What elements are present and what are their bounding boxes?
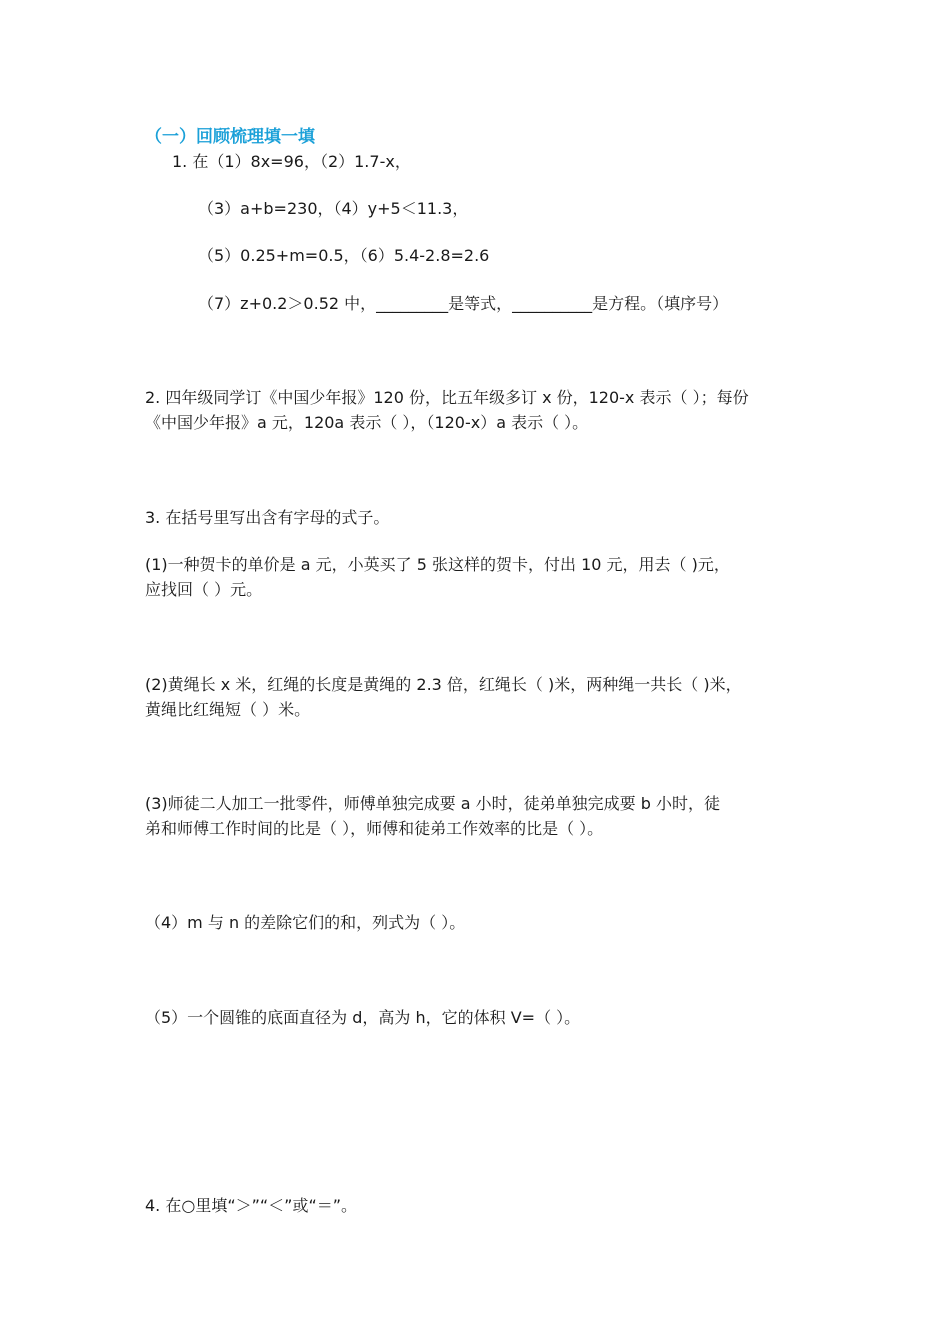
- q3-title: 3. 在括号里写出含有字母的式子。: [145, 508, 390, 527]
- q1-line-3: （5）0.25+m=0.5，（6）5.4-2.8=2.6: [198, 246, 490, 265]
- q3-part2-line-1: (2)黄绳长 x 米，红绳的长度是黄绳的 2.3 倍，红绳长（ )米，两种绳一共长（ )米，: [145, 675, 742, 694]
- q1-line-2: （3）a+b=230，（4）y+5＜11.3，: [198, 199, 469, 218]
- q4-title: 4. 在○里填“＞”“＜”或“＝”。: [145, 1196, 358, 1215]
- q3-part5: （5）一个圆锥的底面直径为 d，高为 h，它的体积 V=（ ）。: [145, 1008, 581, 1027]
- q3-part3-line-2: 弟和师傅工作时间的比是（ ），师傅和徒弟工作效率的比是（ ）。: [145, 819, 604, 838]
- q2-line-1: 2. 四年级同学订《中国少年报》120 份，比五年级多订 x 份，120-x 表示（ ）；每份: [145, 388, 749, 407]
- q3-part3-line-1: (3)师徒二人加工一批零件，师傅单独完成要 a 小时，徒弟单独完成要 b 小时，徒: [145, 794, 720, 813]
- q3-part4: （4）m 与 n 的差除它们的和，列式为（ ）。: [145, 913, 466, 932]
- q2-line-2: 《中国少年报》a 元，120a 表示（ ），（120-x）a 表示（ ）。: [145, 413, 589, 432]
- q3-part1-line-1: (1)一种贺卡的单价是 a 元，小英买了 5 张这样的贺卡，付出 10 元，用去（ )元，: [145, 555, 730, 574]
- section-heading: （一）回顾梳理填一填: [145, 127, 315, 147]
- q3-part2-line-2: 黄绳比红绳短（ ）米。: [145, 700, 311, 719]
- q1-line-4: （7）z+0.2＞0.52 中，_________是等式，__________是方程。（填序号）: [198, 294, 729, 313]
- q3-part1-line-2: 应找回（ ）元。: [145, 580, 263, 599]
- q1-line-1: 1. 在（1）8x=96，（2）1.7-x，: [172, 152, 411, 171]
